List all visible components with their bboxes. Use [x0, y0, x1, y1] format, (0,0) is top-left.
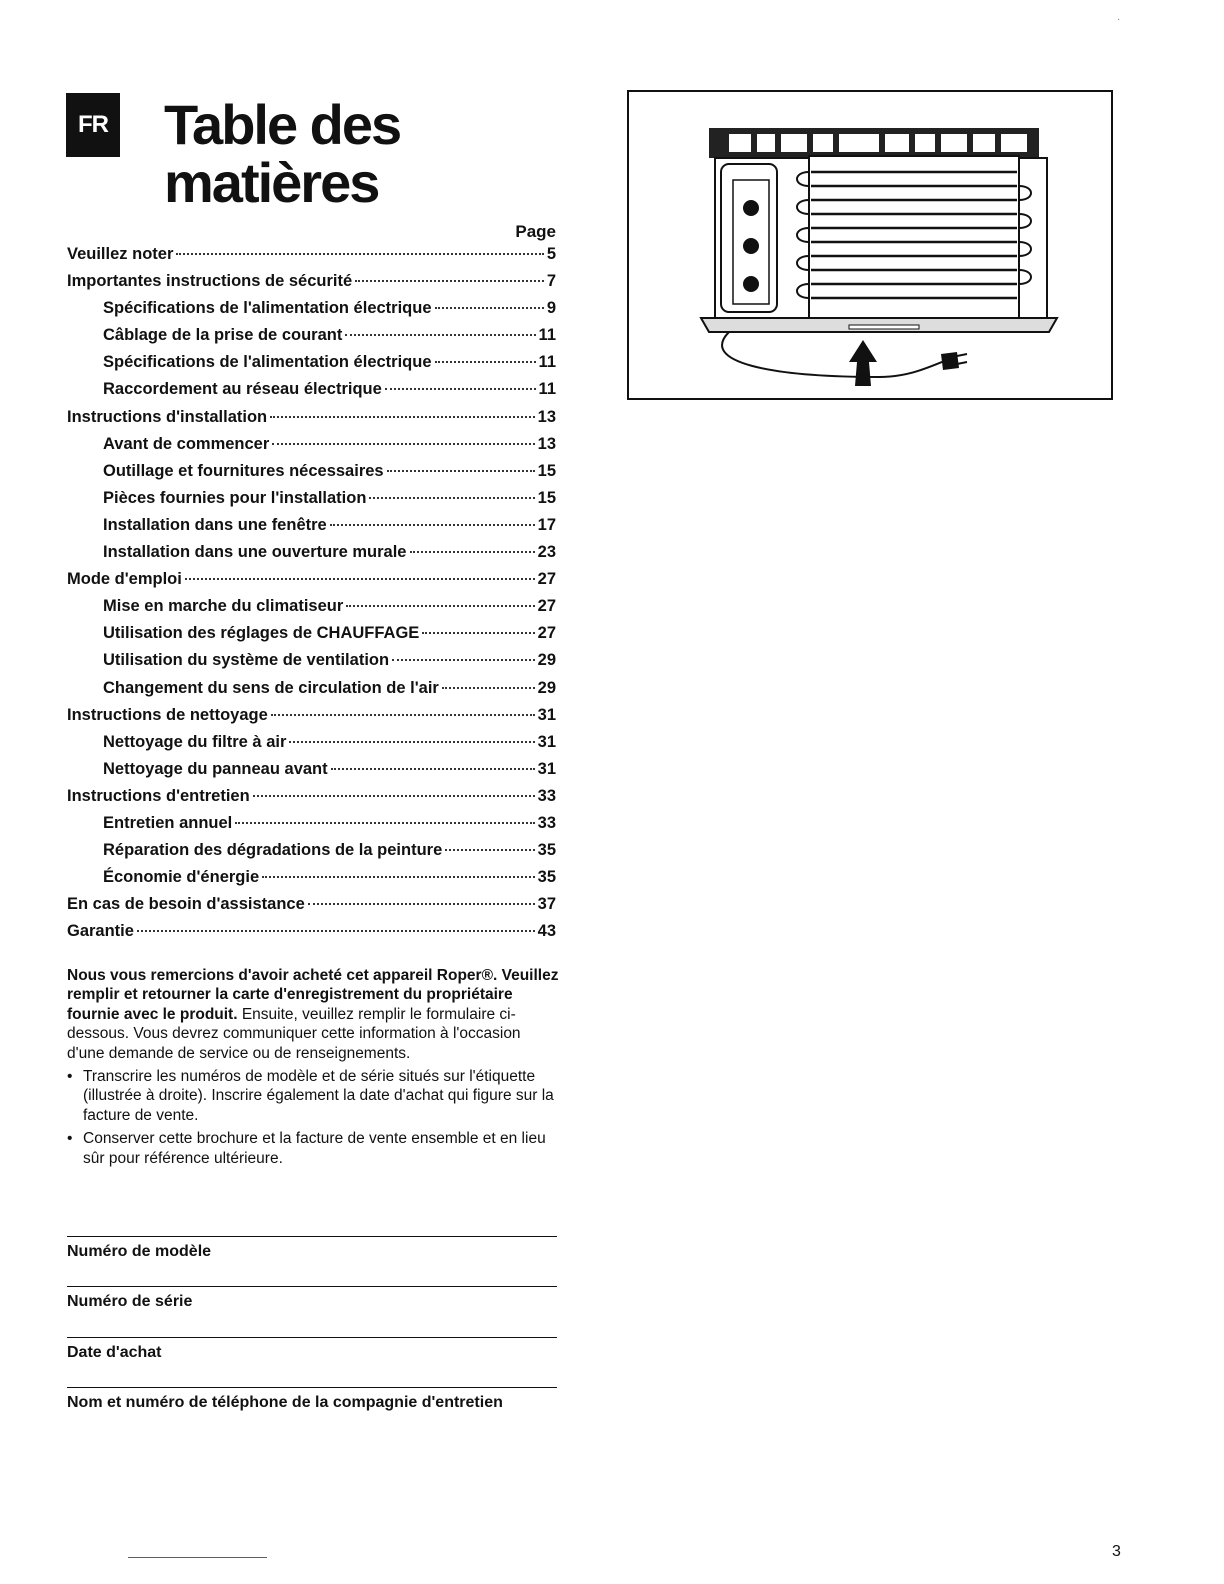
- toc-leader-dots: [289, 741, 534, 743]
- toc-entry-page: 31: [537, 732, 556, 751]
- toc-leader-dots: [345, 334, 535, 336]
- toc-entry-label: Raccordement au réseau électrique: [103, 380, 382, 399]
- toc-entry-page: 27: [537, 624, 556, 643]
- toc-entry: [67, 408, 556, 435]
- toc-entry: [67, 435, 556, 462]
- instructions-list: [67, 1067, 559, 1168]
- toc-entry: [67, 706, 556, 733]
- toc-entry-label: Câblage de la prise de courant: [103, 326, 343, 345]
- toc-entry-page: 31: [537, 759, 556, 778]
- toc-entry: [67, 543, 556, 570]
- toc-entry-label: Changement du sens de circulation de l'air: [103, 678, 439, 697]
- toc-entry-label: Utilisation du système de ventilation: [103, 651, 390, 670]
- toc-entry-label: Outillage et fournitures nécessaires: [103, 461, 384, 480]
- toc-entry-label: Installation dans une ouverture murale: [103, 543, 407, 562]
- toc-entry-page: 35: [537, 841, 556, 860]
- toc-leader-dots: [272, 443, 534, 445]
- toc-leader-dots: [346, 605, 534, 607]
- toc-entry: [67, 760, 556, 787]
- toc-entry: [67, 679, 556, 706]
- toc-entry-label: Veuillez noter: [67, 245, 174, 263]
- toc-entry-page: 27: [537, 597, 556, 616]
- toc-leader-dots: [435, 361, 536, 363]
- toc-leader-dots: [369, 497, 534, 499]
- toc-leader-dots: [235, 822, 534, 824]
- toc-entry-label: Instructions d'entretien: [67, 786, 250, 805]
- toc-leader-dots: [392, 659, 535, 661]
- toc-entry-page: 5: [546, 245, 556, 263]
- toc-entry-label: Spécifications de l'alimentation électrique: [103, 299, 432, 318]
- title-line-1: Table des: [164, 93, 401, 156]
- toc-leader-dots: [445, 849, 534, 851]
- toc-page-header: Page: [515, 222, 556, 241]
- footer-rule: [128, 1557, 267, 1558]
- toc-leader-dots: [185, 578, 535, 580]
- toc-entry: [67, 733, 556, 760]
- toc-entry-page: 37: [537, 895, 556, 914]
- toc-entry-page: 33: [537, 786, 556, 805]
- toc-leader-dots: [262, 876, 535, 878]
- toc-leader-dots: [442, 687, 535, 689]
- toc-list: [67, 245, 556, 949]
- toc-entry-label: Mise en marche du climatiseur: [103, 597, 344, 616]
- toc-leader-dots: [422, 632, 534, 634]
- toc-entry: [67, 651, 556, 678]
- list-item-text: Conserver cette brochure et la facture de vente ensemble et en lieu sûr pour référence ultérieure.: [83, 1130, 546, 1167]
- air-conditioner-drawing: [629, 92, 1110, 397]
- bullet-icon: •: [67, 1068, 73, 1086]
- toc-entry: [67, 516, 556, 543]
- toc-entry-page: 9: [546, 299, 556, 318]
- purchase-date-field: Date d'achat: [67, 1337, 557, 1362]
- toc-entry-label: Réparation des dégradations de la peinture: [103, 841, 443, 860]
- toc-entry-page: 17: [537, 515, 556, 534]
- toc-entry-page: 33: [537, 813, 556, 832]
- toc-leader-dots: [308, 903, 535, 905]
- toc-entry: [67, 489, 556, 516]
- toc-leader-dots: [385, 388, 536, 390]
- toc-entry-page: 29: [537, 651, 556, 670]
- toc-entry: [67, 570, 556, 597]
- toc-entry: [67, 380, 556, 407]
- toc-leader-dots: [270, 416, 535, 418]
- toc-entry: [67, 299, 556, 326]
- toc-entry-page: 7: [546, 272, 556, 291]
- page-title: [164, 93, 401, 214]
- service-company-field: Nom et numéro de téléphone de la compagnie d'entretien: [67, 1387, 557, 1412]
- toc-entry-label: En cas de besoin d'assistance: [67, 895, 305, 914]
- toc-entry-page: 15: [537, 488, 556, 507]
- toc-entry: [67, 624, 556, 651]
- list-item-text: Transcrire les numéros de modèle et de série situés sur l'étiquette (illustrée à droite). Inscrire également la date d'achat qui figure sur la facture de vente.: [83, 1068, 554, 1124]
- list-item: [67, 1067, 559, 1125]
- toc-entry: [67, 787, 556, 814]
- toc-entry-label: Nettoyage du filtre à air: [103, 732, 287, 751]
- title-line-2: matières: [164, 151, 379, 214]
- toc-entry-label: Installation dans une fenêtre: [103, 515, 327, 534]
- toc-entry-label: Utilisation des réglages de CHAUFFAGE: [103, 624, 420, 643]
- toc-entry-page: 29: [537, 678, 556, 697]
- serial-number-field: Numéro de série: [67, 1286, 557, 1311]
- toc-entry-page: 13: [537, 407, 556, 426]
- toc-leader-dots: [387, 470, 535, 472]
- toc-entry-label: Importantes instructions de sécurité: [67, 272, 353, 291]
- toc-entry: [67, 814, 556, 841]
- page-number: 3: [1112, 1543, 1121, 1560]
- toc-entry-page: 11: [538, 326, 556, 345]
- toc-entry-label: Avant de commencer: [103, 434, 270, 453]
- toc-entry: [67, 841, 556, 868]
- toc-entry: [67, 922, 556, 949]
- bullet-icon: •: [67, 1130, 73, 1148]
- toc-entry-page: 13: [537, 434, 556, 453]
- toc-leader-dots: [355, 280, 544, 282]
- toc-entry: [67, 245, 556, 272]
- toc-entry-label: Pièces fournies pour l'installation: [103, 488, 367, 507]
- intro-normal-text: Ensuite, veuillez remplir le formulaire ci-dessous. Vous devrez communiquer cette information à l'occasion d'une demande de service ou de renseignements.: [67, 1005, 521, 1062]
- toc-leader-dots: [137, 930, 535, 932]
- toc-entry-label: Garantie: [67, 922, 134, 941]
- toc-entry-page: 35: [537, 868, 556, 887]
- intro-bold-text: Nous vous remercions d'avoir acheté cet appareil Roper®. Veuillez remplir et retourner la carte d'enregistrement du propriétaire fournie avec le produit.: [67, 967, 559, 1023]
- language-badge: FR: [66, 93, 120, 157]
- toc-entry-label: Instructions de nettoyage: [67, 705, 268, 724]
- toc-entry-page: 15: [537, 461, 556, 480]
- toc-entry-page: 31: [537, 705, 556, 724]
- toc-leader-dots: [271, 714, 535, 716]
- air-conditioner-illustration: [627, 90, 1113, 400]
- toc-entry: [67, 353, 556, 380]
- toc-entry-page: 27: [537, 570, 556, 589]
- toc-entry: [67, 462, 556, 489]
- toc-entry-page: 11: [538, 353, 556, 372]
- corner-mark: ·: [1117, 14, 1121, 25]
- intro-section: [67, 966, 559, 1172]
- toc-entry-label: Nettoyage du panneau avant: [103, 759, 328, 778]
- toc-leader-dots: [330, 524, 535, 526]
- model-number-field: Numéro de modèle: [67, 1236, 557, 1261]
- toc-entry-page: 11: [538, 380, 556, 399]
- toc-entry-label: Entretien annuel: [103, 813, 233, 832]
- toc-leader-dots: [410, 551, 535, 553]
- intro-paragraph: [67, 966, 559, 1063]
- toc-leader-dots: [253, 795, 535, 797]
- toc-entry: [67, 597, 556, 624]
- toc-leader-dots: [435, 307, 544, 309]
- toc-entry: [67, 895, 556, 922]
- list-item: [67, 1129, 559, 1168]
- toc-entry: [67, 868, 556, 895]
- toc-entry-label: Instructions d'installation: [67, 407, 268, 426]
- toc-entry-label: Mode d'emploi: [67, 570, 182, 589]
- toc-entry: [67, 272, 556, 299]
- toc-leader-dots: [176, 253, 543, 255]
- toc-entry-label: Spécifications de l'alimentation électrique: [103, 353, 432, 372]
- toc-entry-page: 23: [537, 543, 556, 562]
- toc-entry-label: Économie d'énergie: [103, 868, 260, 887]
- toc-entry-page: 43: [537, 922, 556, 941]
- table-of-contents: [67, 219, 556, 949]
- toc-entry: [67, 326, 556, 353]
- toc-leader-dots: [331, 768, 535, 770]
